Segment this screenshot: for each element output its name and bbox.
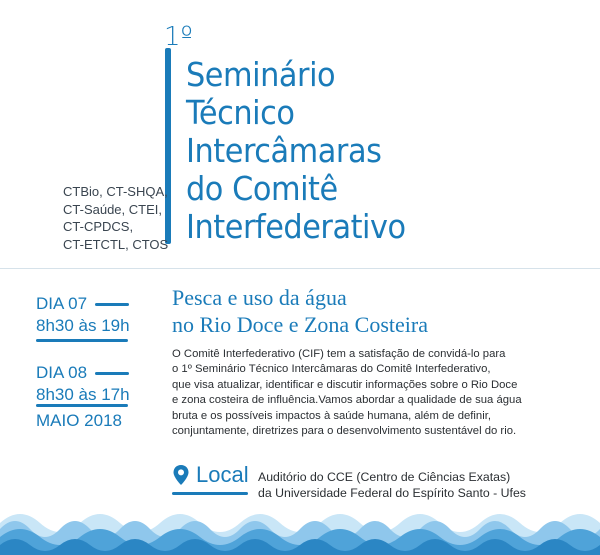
day2-label: DIA 08 — [36, 363, 88, 382]
venue-line: Auditório do CCE (Centro de Ciências Exatas) — [258, 470, 511, 484]
committee-list — [63, 183, 168, 253]
body-line: O Comitê Interfederativo (CIF) tem a satisfação de convidá-lo para — [172, 348, 506, 360]
body-line: que visa atualizar, identificar e discutir informações sobre o Rio Doce — [172, 378, 518, 391]
title-line-2: Técnico — [186, 93, 295, 132]
title-line-5: Interfederativo — [186, 207, 406, 246]
body-line: conjuntamente, diretrizes para o desenvolvimento sustentável do rio. — [172, 425, 517, 438]
committee-line: CT-CPDCS, — [63, 219, 134, 234]
section-divider — [0, 268, 600, 269]
body-line: bruta e os possíveis impactos à saúde humana, além de definir, — [172, 409, 492, 422]
body-line: o 1º Seminário Técnico Intercâmaras do Comitê Interfederativo, — [172, 363, 491, 376]
location-label: Local — [196, 462, 249, 487]
committee-line: CT-ETCTL, CTOS — [63, 236, 169, 252]
day2-underline — [36, 404, 128, 407]
title-line-3: Intercâmaras — [186, 131, 382, 170]
day1-underline — [36, 339, 128, 342]
edition-number: 1º — [164, 22, 193, 52]
committee-line: CTBio, CT-SHQA, — [63, 184, 168, 199]
event-title — [186, 56, 425, 246]
day1-time: 8h30 às 19h — [36, 316, 130, 335]
committee-line: CT-Saúde, CTEI, — [63, 201, 162, 217]
wave-decoration — [0, 495, 600, 555]
subtitle-line: Pesca e uso da água — [172, 285, 347, 310]
month-block — [36, 400, 128, 432]
subtitle-line: no Rio Doce e Zona Costeira — [172, 312, 428, 337]
month-label: MAIO 2018 — [36, 411, 122, 430]
venue-line: da Universidade Federal do Espírito Santo - Ufes — [258, 486, 526, 500]
map-pin-icon — [172, 464, 190, 486]
invitation-text — [172, 347, 592, 439]
body-line: e zona costeira de influência.Vamos abordar a qualidade de sua água — [172, 394, 522, 407]
title-line-4: do Comitê — [186, 169, 338, 208]
location-heading — [172, 462, 249, 488]
day2-time: 8h30 às 17h — [36, 385, 130, 404]
title-line-1: Seminário — [186, 55, 336, 94]
day1-dash — [95, 303, 129, 306]
day1-block — [36, 293, 130, 343]
day2-dash — [95, 372, 129, 375]
event-subtitle — [172, 284, 428, 338]
day1-label: DIA 07 — [36, 294, 88, 313]
